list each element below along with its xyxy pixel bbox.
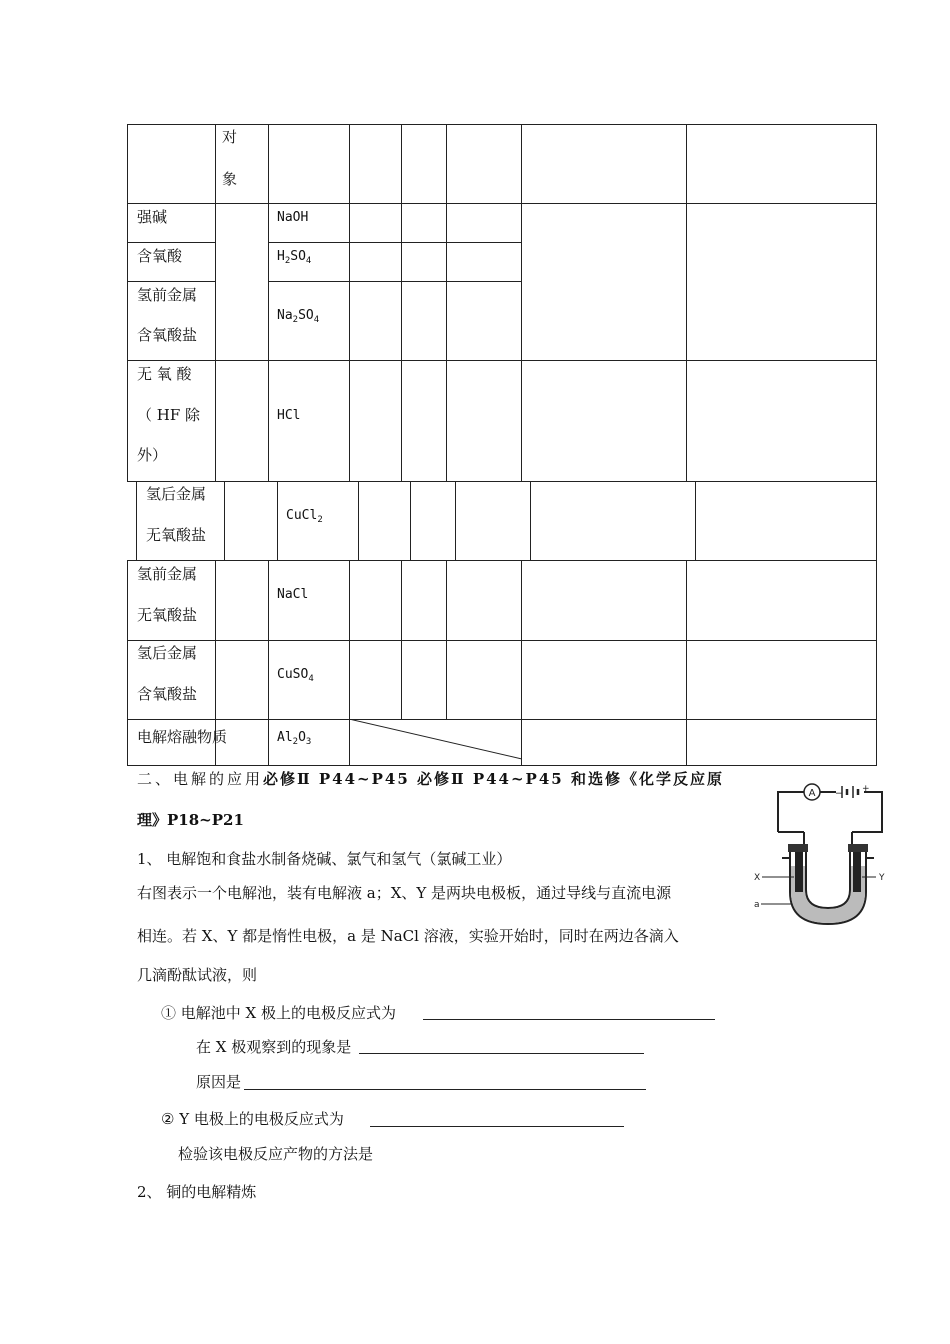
answer-blank[interactable] xyxy=(244,1089,646,1090)
answer-blank[interactable] xyxy=(370,1126,624,1127)
row-category: 含氧酸盐 xyxy=(137,326,198,344)
diagram-label: Y xyxy=(879,873,885,883)
diagram-label: a xyxy=(754,900,760,910)
diagram-label: + xyxy=(862,784,870,794)
row-substance: $Na_2SO_4$ xyxy=(277,308,320,325)
diagonal-slash xyxy=(349,719,522,766)
item1-para-line: 几滴酚酞试液，则 xyxy=(137,966,258,984)
item1-heading: 1、 电解饱和食盐水制备烧碱、氯气和氢气（氯碱工业） xyxy=(137,850,512,868)
electrolysis-cell-diagram xyxy=(742,782,892,930)
row-category: （ HF 除 xyxy=(137,406,201,424)
diagram-label: X xyxy=(754,873,761,883)
electrode-x xyxy=(795,852,803,892)
electrode-y xyxy=(853,852,861,892)
answer-blank[interactable] xyxy=(423,1019,715,1020)
row-category: 无氧酸盐 xyxy=(146,526,207,544)
row-category: 含氧酸 xyxy=(137,247,183,265)
row-substance: HCl xyxy=(277,408,301,423)
row-substance: $Al_2O_3$ xyxy=(277,730,312,747)
header-object-2: 象 xyxy=(222,170,238,188)
question-1b: 原因是 xyxy=(196,1073,242,1091)
header-object-1: 对 xyxy=(222,128,238,146)
row-category: 氢后金属 xyxy=(137,644,198,662)
section-title-cont: 理》P18~P21 xyxy=(137,811,244,829)
question-1a: 在 X 极观察到的现象是 xyxy=(196,1038,352,1056)
row-category: 电解熔融物质 xyxy=(137,728,228,746)
question-2a: 检验该电极反应产物的方法是 xyxy=(178,1145,374,1163)
diagram-label: − xyxy=(835,789,843,799)
row-category: 氢前金属 xyxy=(137,565,198,583)
row-substance: CuSO$_4$ xyxy=(277,667,314,684)
item2-heading: 2、 铜的电解精炼 xyxy=(137,1183,257,1201)
item1-para-line: 相连。若 X、Y 都是惰性电极，a 是 NaCl 溶液，实验开始时，同时在两边各滴入 xyxy=(137,927,679,945)
question-1: ① 电解池中 X 极上的电极反应式为 xyxy=(161,1004,396,1022)
row-substance: NaOH xyxy=(277,210,309,225)
question-2: ② Y 电极上的电极反应式为 xyxy=(161,1110,344,1128)
answer-blank[interactable] xyxy=(359,1053,644,1054)
row-category: 氢前金属 xyxy=(137,286,198,304)
row-category: 含氧酸盐 xyxy=(137,685,198,703)
section-title: 二、电解的应用必修Ⅱ P44~P45 必修Ⅱ P44~P45 和选修《化学反应原 xyxy=(137,770,724,788)
row-substance: CuCl$_2$ xyxy=(286,508,323,525)
row-substance: $H_2SO_4$ xyxy=(277,249,312,266)
diagram-label: A xyxy=(808,788,816,799)
row-category: 无 氧 酸 xyxy=(137,365,192,383)
row-substance: NaCl xyxy=(277,587,309,602)
row-category: 强碱 xyxy=(137,208,168,226)
row-category: 无氧酸盐 xyxy=(137,606,198,624)
item1-para-line: 右图表示一个电解池，装有电解液 a；X、Y 是两块电极板，通过导线与直流电源 xyxy=(137,884,672,902)
row-category: 氢后金属 xyxy=(146,485,207,503)
row-category: 外） xyxy=(137,446,168,464)
